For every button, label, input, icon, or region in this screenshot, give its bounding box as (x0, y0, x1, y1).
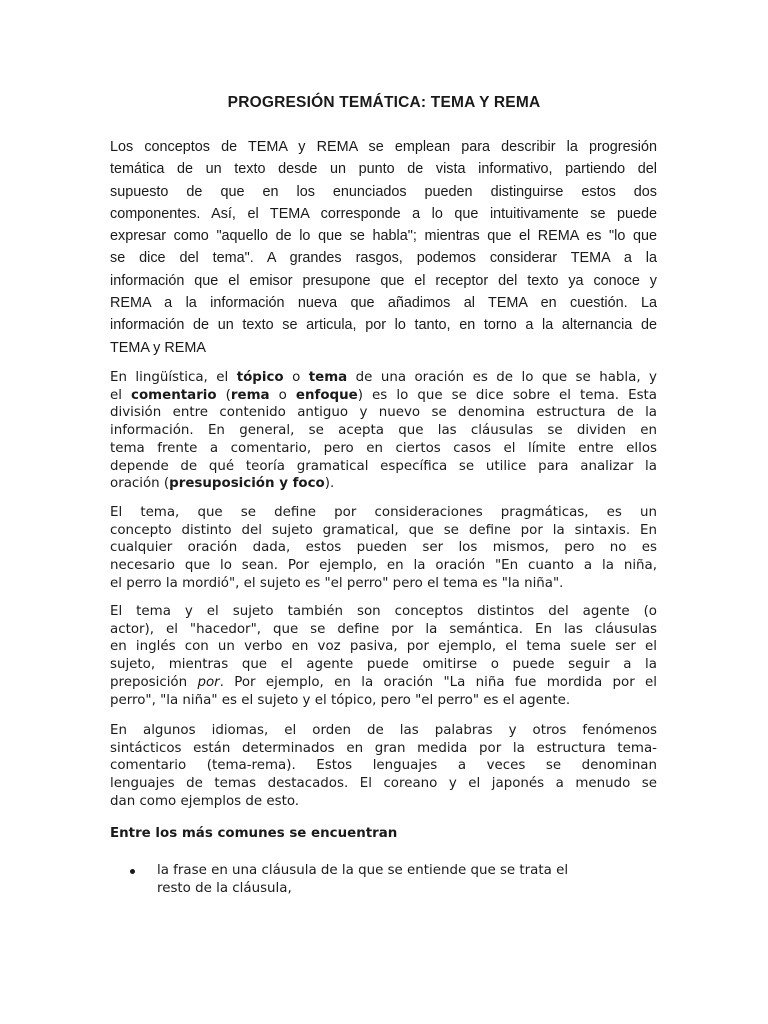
list-item-line: la frase en una cláusula de la que se entiende que se trata el (157, 863, 569, 878)
paragraph-line: temática de un texto desde un punto de vista informativo, partiendo del (110, 161, 657, 178)
text-run: ( (216, 387, 231, 403)
paragraph-line: sujeto, mientras que el agente puede omitirse o puede seguir a la (110, 657, 657, 673)
text-run: ) es lo que se dice sobre el tema. Esta (357, 387, 657, 403)
paragraph-line: cualquier oración dada, estos pueden ser los mismos, pero no es (110, 540, 657, 556)
italic-term-por: por (197, 674, 220, 690)
bold-term-topico: tópico (236, 370, 284, 385)
bold-term-enfoque: enfoque (295, 387, 358, 403)
bullet-icon (130, 869, 135, 874)
paragraph-line: información de un texto se articula, por lo tanto, en torno a la alternancia de (110, 317, 657, 334)
bold-term-comentario: comentario (131, 387, 217, 403)
section-subheading: Entre los más comunes se encuentran (110, 826, 398, 841)
paragraph-line: actor), el "hacedor", que se define por la semántica. En las cláusulas (110, 621, 657, 637)
paragraph-line: dan como ejemplos de esto. (110, 793, 300, 809)
languages-paragraph (110, 722, 657, 811)
paragraph-line: comentario (tema-rema). Estos lenguajes a veces se denominan (110, 758, 657, 774)
paragraph-line: el perro la mordió", el sujeto es "el perro" pero el tema es "la niña". (110, 575, 564, 591)
agent-paragraph (110, 603, 657, 709)
paragraph-line: en inglés con un verbo en voz pasiva, por ejemplo, el tema suele ser el (110, 639, 657, 655)
paragraph-line: componentes. Así, el TEMA corresponde a lo que intuitivamente se puede (110, 205, 657, 222)
list-item-line: resto de la cláusula, (157, 880, 292, 896)
paragraph-line: concepto distinto del sujeto gramatical, que se define por la sintaxis. En (110, 522, 657, 538)
text-run: o (269, 387, 296, 403)
paragraph-line: El tema y el sujeto también son conceptos distintos del agente (o (110, 604, 657, 619)
text-run: preposición (110, 674, 198, 690)
paragraph-line (110, 387, 657, 405)
document-title: PROGRESIÓN TEMÁTICA: TEMA Y REMA (227, 94, 541, 111)
text-run: de una oración es de lo que se habla, y (347, 370, 657, 385)
paragraph-line: TEMA y REMA (110, 339, 206, 356)
paragraph-line: perro", "la niña" es el sujeto y el tópico, pero "el perro" es el agente. (110, 692, 571, 708)
paragraph-line: información que el emisor presupone que el receptor del texto ya conoce y (110, 272, 657, 289)
paragraph-line: tema frente a comentario, pero en ciertos casos el límite entre ellos (110, 440, 657, 456)
paragraph-line: necesario que lo sean. Por ejemplo, en la oración "En cuanto a la niña, (110, 558, 657, 574)
list-item-text (157, 862, 637, 897)
paragraph-line (110, 369, 657, 387)
paragraph-line: REMA a la información nueva que añadimos al TEMA en cuestión. La (110, 295, 657, 312)
paragraph-line: En algunos idiomas, el orden de las palabras y otros fenómenos (110, 723, 657, 738)
paragraph-line: sintácticos están determinados en gran medida por la estructura tema- (110, 740, 657, 756)
text-run: oración ( (110, 476, 170, 492)
text-run: o (283, 370, 309, 385)
paragraph-line: lenguajes de temas destacados. El coreano y el japonés a menudo se (110, 776, 657, 792)
text-run: ). (324, 476, 335, 492)
paragraph-line: depende de qué teoría gramatical específica se utilice para analizar la (110, 458, 657, 474)
text-run: el (110, 387, 132, 403)
paragraph-line (110, 475, 657, 493)
paragraph-line (110, 674, 657, 692)
subject-paragraph (110, 504, 657, 593)
paragraph-line: expresar como "aquello de lo que se habla"; mientras que el REMA es "lo que (110, 228, 657, 245)
paragraph-line: El tema, que se define por consideraciones pragmáticas, es un (110, 505, 657, 520)
paragraph-line: información. En general, se acepta que las cláusulas se dividen en (110, 423, 657, 439)
paragraph-line: división entre contenido antiguo y nuevo se denomina estructura de la (110, 405, 657, 421)
linguistics-paragraph (110, 369, 657, 493)
bold-term-rema: rema (230, 387, 270, 403)
intro-paragraph (110, 136, 657, 359)
bold-term-tema: tema (308, 370, 348, 385)
paragraph-line: supuesto de que en los enunciados pueden distinguirse estos dos (110, 183, 657, 200)
text-run: . Por ejemplo, en la oración "La niña fue mordida por el (219, 674, 657, 690)
paragraph-line: se dice del tema". A grandes rasgos, podemos considerar TEMA a la (110, 250, 657, 267)
bold-term-presuposicion: presuposición y foco (169, 476, 325, 492)
paragraph-line: Los conceptos de TEMA y REMA se emplean para describir la progresión (110, 139, 657, 155)
text-run: En lingüística, el (110, 370, 237, 385)
